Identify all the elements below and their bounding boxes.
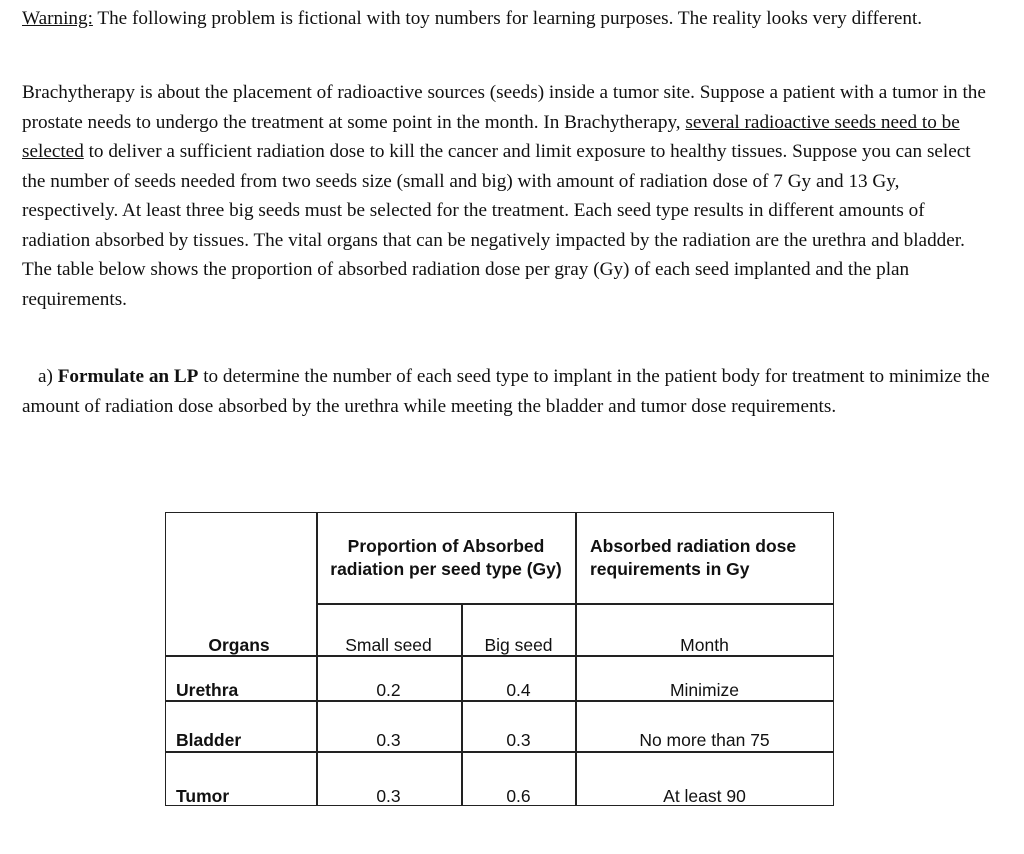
row-organ-bladder: Bladder <box>176 730 242 750</box>
intro-text-1: Brachytherapy is about the placement of radioactive sources (seeds) inside a tumor site. Suppose a patient with a tumor in the prostate needs to undergo the treatment at some point in the month. In Brachytherapy, <box>22 82 986 133</box>
cell-big-bladder: 0.3 <box>506 730 531 750</box>
cell-small-urethra: 0.2 <box>376 680 401 700</box>
cell-req-tumor: At least 90 <box>663 786 746 806</box>
warning-text: The following problem is fictional with toy numbers for learning purposes. The reality looks very different. <box>92 8 923 29</box>
col-small-seed: Small seed <box>345 635 432 655</box>
row-organ-tumor: Tumor <box>176 786 230 806</box>
table-divider <box>316 513 318 805</box>
col-organs: Organs <box>208 635 270 655</box>
task-paragraph <box>22 362 997 421</box>
intro-text-2: to deliver a sufficient radiation dose to kill the cancer and limit exposure to healthy tissues. Suppose you can select the number of seeds needed from two seeds size (small and big) with amount of radiation dose of 7 Gy and 13 Gy, respectively. At least three big seeds must be selected for the treatment. Each seed type results in different amounts of radiation absorbed by tissues. The vital organs that can be negatively impacted by the radiation are the urethra and bladder. The table below shows the proportion of absorbed radiation dose per gray (Gy) of each seed implanted and the plan requirements. <box>22 141 971 310</box>
intro-paragraph <box>22 78 997 314</box>
col-big-seed: Big seed <box>484 635 553 655</box>
table-divider <box>575 513 577 805</box>
warning-paragraph <box>22 4 997 34</box>
cell-big-tumor: 0.6 <box>506 786 531 806</box>
cell-req-urethra: Minimize <box>669 680 740 700</box>
row-organ-urethra: Urethra <box>176 680 239 700</box>
col-month: Month <box>680 635 729 655</box>
task-bold: Formulate an LP <box>57 366 199 387</box>
header-proportion: Proportion of Absorbed radiation per seed type (Gy) <box>330 536 562 579</box>
intro-underlined-text: several radioactive seeds need to be selected <box>22 111 960 162</box>
cell-small-tumor: 0.3 <box>376 786 401 806</box>
header-requirements: Absorbed radiation dose requirements in Gy <box>590 536 797 579</box>
cell-big-urethra: 0.4 <box>506 680 531 700</box>
cell-small-bladder: 0.3 <box>376 730 401 750</box>
radiation-table <box>165 512 834 806</box>
task-prefix: a) <box>38 366 58 387</box>
task-text: to determine the number of each seed type to implant in the patient body for treatment to minimize the amount of radiation dose absorbed by the urethra while meeting the bladder and tumor dose requirements. <box>22 366 990 417</box>
cell-req-bladder: No more than 75 <box>639 730 770 750</box>
table-divider <box>316 603 833 605</box>
warning-label: Warning: <box>22 8 93 29</box>
